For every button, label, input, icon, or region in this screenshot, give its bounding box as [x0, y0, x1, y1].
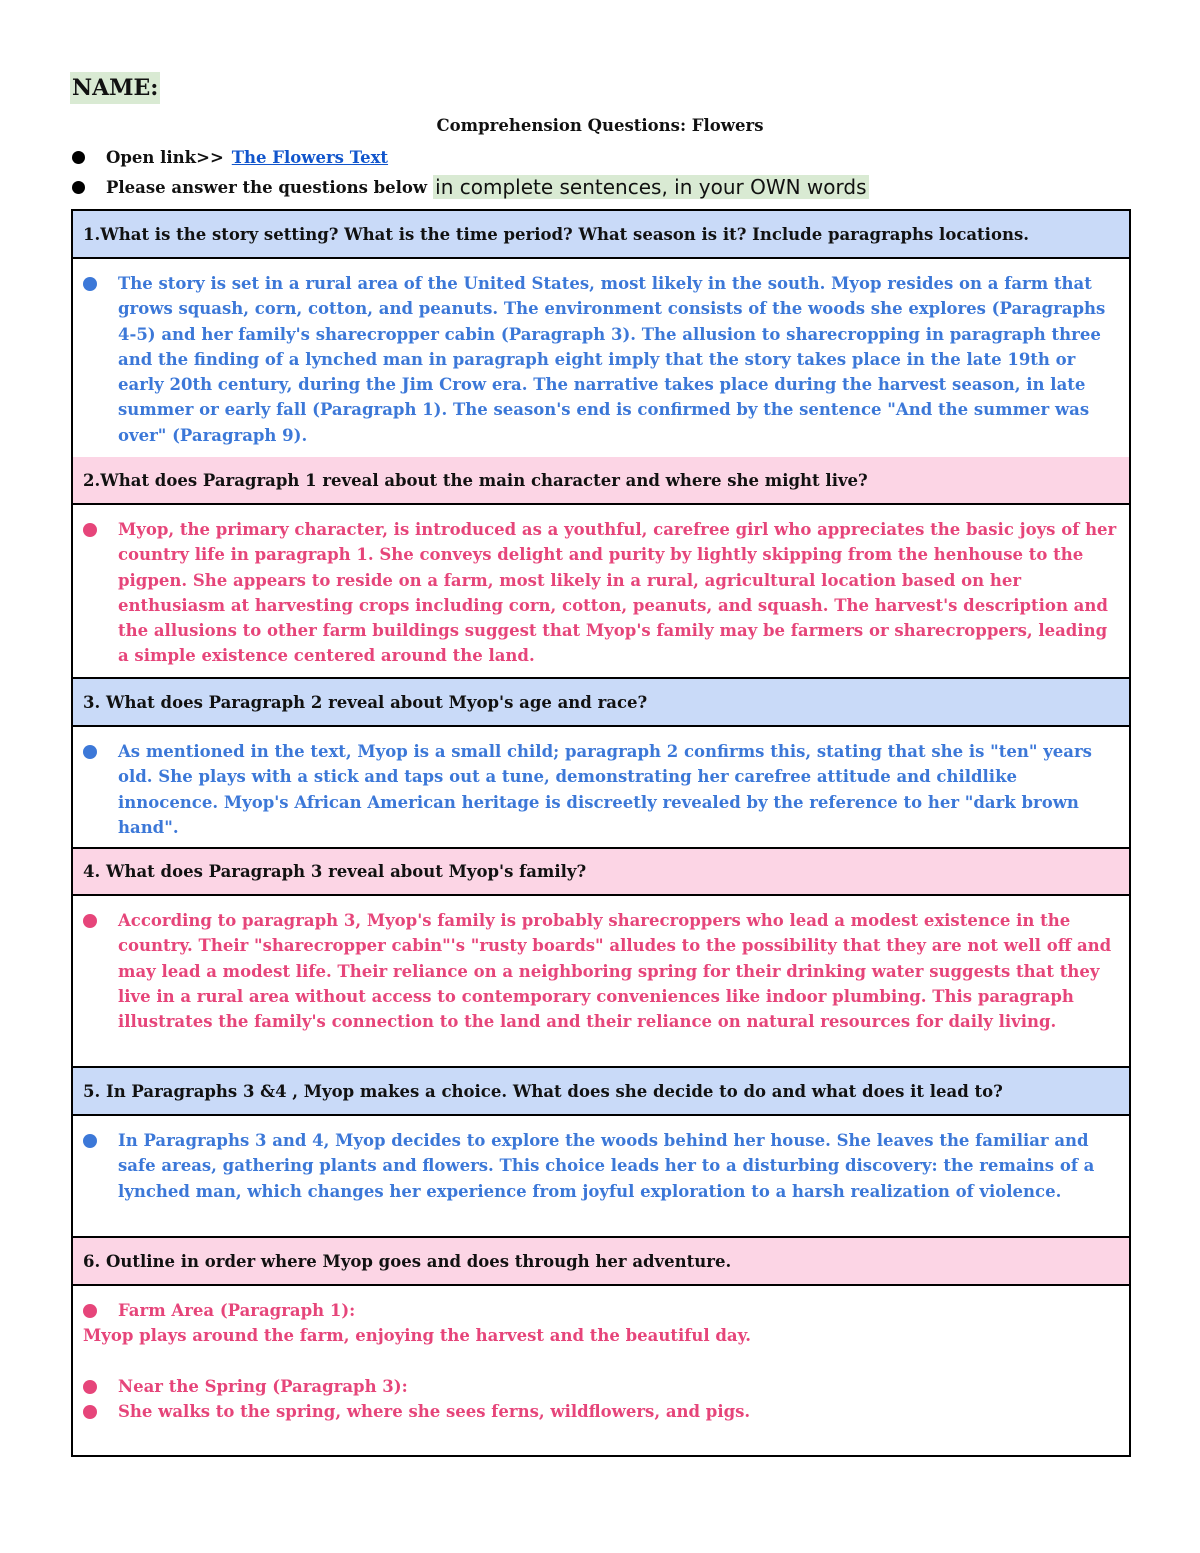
instruction-item: [72, 172, 1132, 202]
answer-2[interactable]: [73, 505, 1129, 679]
name-label: NAME:: [70, 72, 160, 104]
bullet-icon: [83, 1405, 97, 1419]
bullet-icon: [72, 181, 85, 194]
page-title: Comprehension Questions: Flowers: [436, 116, 764, 135]
bullet-icon: [83, 523, 97, 537]
bullet-icon: [83, 1134, 97, 1148]
answer-5[interactable]: [73, 1116, 1129, 1238]
bullet-icon: [83, 914, 97, 928]
highlighted-instruction: in complete sentences, in your OWN words: [435, 175, 867, 199]
answer-text: She walks to the spring, where she sees ferns, wildflowers, and pigs.: [118, 1401, 751, 1421]
answer-text: According to paragraph 3, Myop's family is probably sharecroppers who lead a modest existence in the country. Their "sharecropper cabin"'s "rusty boards" alludes to the possibility that they are not well off and may lead a modest life. Their reliance on a neighboring spring for their drinking water suggests that they live in a rural area without access to contemporary conveniences like indoor plumbing. This paragraph illustrates the family's connection to the land and their reliance on natural resources for daily living.: [118, 911, 1112, 1032]
questions-table: [71, 209, 1131, 1457]
answer-text: Myop, the primary character, is introduced as a youthful, carefree girl who appreciates the basic joys of her country life in paragraph 1. She conveys delight and purity by lightly skipping from the henhouse to the pigpen. She appears to reside on a farm, most likely in a rural, agricultural location based on her enthusiasm at harvesting crops including corn, cotton, peanuts, and squash. The harvest's description and the allusions to other farm buildings suggest that Myop's family may be farmers or sharecroppers, leading a simple existence centered around the land.: [118, 520, 1117, 666]
answer-text: Myop plays around the farm, enjoying the harvest and the beautiful day.: [83, 1326, 752, 1346]
answer-6[interactable]: [73, 1286, 1129, 1455]
answer-text: The story is set in a rural area of the United States, most likely in the south. Myop resides on a farm that grows squash, corn, cotton, and peanuts. The environment consists of the woods she explores (Paragraphs 4-5) and her family's sharecropper cabin (Paragraph 3). The allusion to sharecropping in paragraph three and the finding of a lynched man in paragraph eight imply that the story takes place in the late 19th or early 20th century, during the Jim Crow era. The narrative takes place during the harvest season, in late summer or early fall (Paragraph 1). The season's end is confirmed by the sentence "And the summer was over" (Paragraph 9).: [118, 274, 1106, 445]
instruction-text: Open link>>: [106, 147, 224, 167]
question-3: 3. What does Paragraph 2 reveal about Myop's age and race?: [73, 679, 1129, 727]
question-6: 6. Outline in order where Myop goes and does through her adventure.: [73, 1238, 1129, 1286]
bullet-icon: [72, 151, 85, 164]
question-5: 5. In Paragraphs 3 &4 , Myop makes a choice. What does she decide to do and what does it lead to?: [73, 1068, 1129, 1116]
answer-heading: Near the Spring (Paragraph 3):: [118, 1376, 408, 1396]
bullet-icon: [83, 1304, 97, 1318]
bullet-icon: [83, 745, 97, 759]
answer-4[interactable]: [73, 896, 1129, 1068]
instructions-list: [72, 142, 1132, 202]
question-2: 2.What does Paragraph 1 reveal about the main character and where she might live?: [73, 457, 1129, 505]
bullet-icon: [83, 277, 97, 291]
answer-text: In Paragraphs 3 and 4, Myop decides to explore the woods behind her house. She leaves the familiar and safe areas, gathering plants and flowers. This choice leads her to a disturbing discovery: the remains of a lynched man, which changes her experience from joyful exploration to a harsh realization of violence.: [118, 1131, 1095, 1201]
answer-heading: Farm Area (Paragraph 1):: [118, 1301, 356, 1320]
question-1: 1.What is the story setting? What is the time period? What season is it? Include paragraphs locations.: [73, 211, 1129, 259]
answer-3[interactable]: [73, 727, 1129, 849]
bullet-icon: [83, 1380, 97, 1394]
question-4: 4. What does Paragraph 3 reveal about Myop's family?: [73, 849, 1129, 896]
instruction-item: [72, 142, 1132, 172]
answer-text: As mentioned in the text, Myop is a small child; paragraph 2 confirms this, stating that she is "ten" years old. She plays with a stick and taps out a tune, demonstrating her carefree attitude and childlike innocence. Myop's African American heritage is discreetly revealed by the reference to her "dark brown hand".: [118, 742, 1092, 837]
flowers-text-link[interactable]: The Flowers Text: [231, 147, 389, 167]
instruction-text: Please answer the questions below: [106, 177, 428, 197]
